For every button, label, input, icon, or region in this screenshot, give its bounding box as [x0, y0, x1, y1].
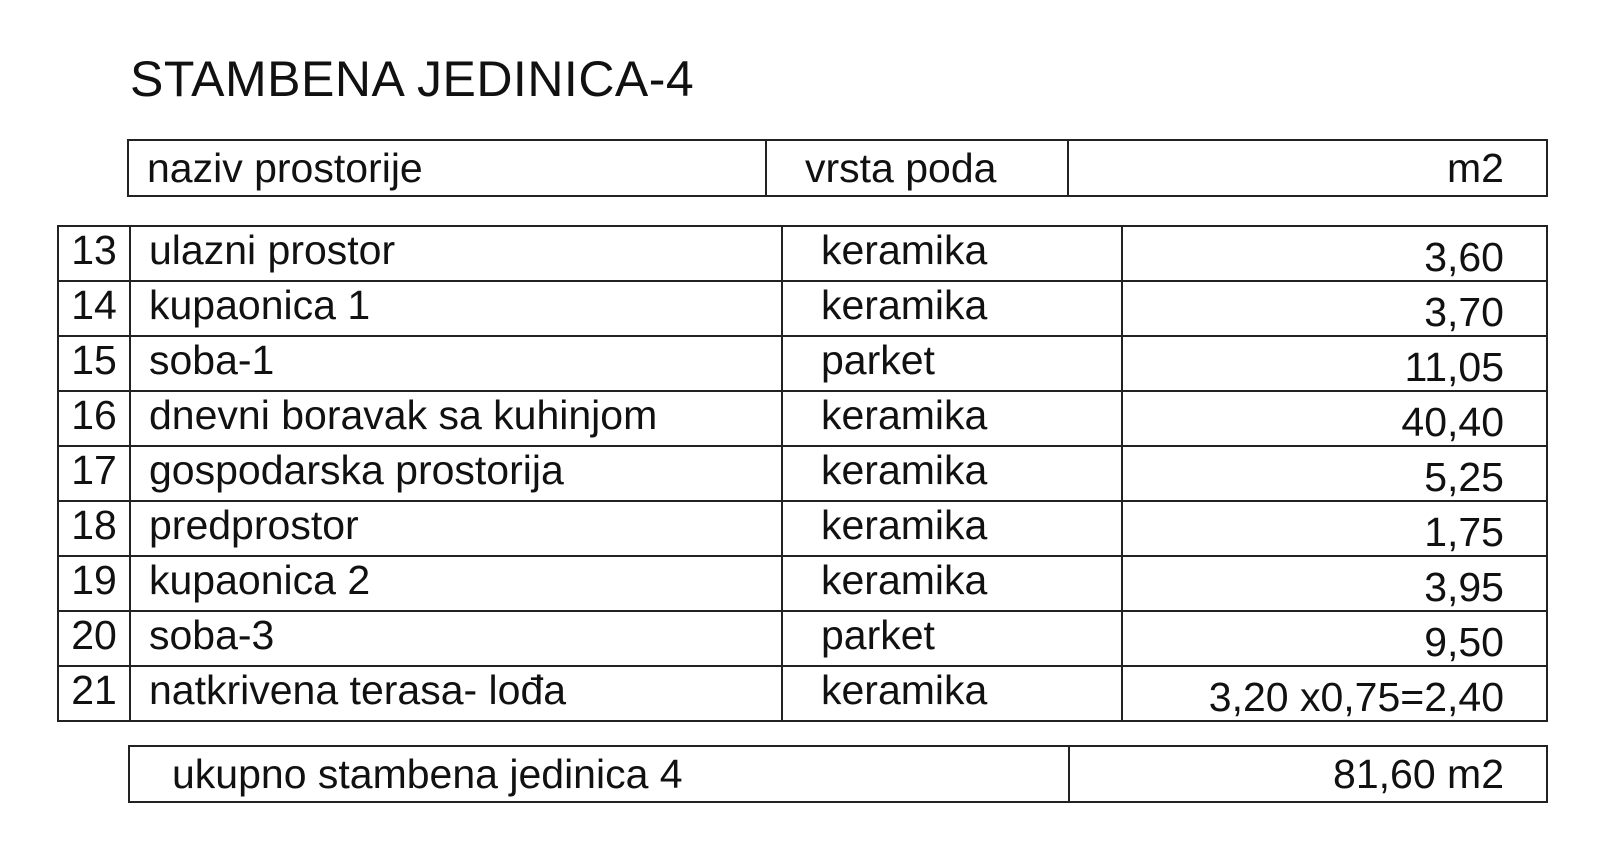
room-area-text: 3,95 — [1424, 564, 1504, 610]
room-area-text: 3,60 — [1424, 234, 1504, 280]
room-name — [130, 611, 782, 666]
room-area-text: 3,70 — [1424, 289, 1504, 335]
room-floor-type — [782, 666, 1122, 721]
room-floor-type-text: parket — [821, 337, 935, 383]
table-row — [58, 666, 1547, 721]
header-area — [1068, 140, 1547, 196]
room-number — [58, 281, 130, 336]
room-floor-type — [782, 336, 1122, 391]
room-number — [58, 501, 130, 556]
room-number-text: 19 — [71, 557, 117, 603]
room-name — [130, 556, 782, 611]
room-name-text: soba-3 — [149, 612, 275, 658]
room-number-text: 17 — [71, 447, 117, 493]
room-name — [130, 281, 782, 336]
total-value — [1069, 746, 1547, 802]
room-floor-type — [782, 281, 1122, 336]
room-area-text: 1,75 — [1424, 509, 1504, 555]
room-name-text: soba-1 — [149, 337, 275, 383]
header-row — [128, 140, 1547, 196]
room-floor-type — [782, 446, 1122, 501]
rooms-table-body — [58, 226, 1547, 721]
page-title: STAMBENA JEDINICA-4 — [130, 51, 695, 107]
room-number-text: 20 — [71, 612, 117, 658]
room-area-text: 3,20 x0,75=2,40 — [1208, 674, 1504, 720]
table-row — [58, 226, 1547, 281]
room-name-text: kupaonica 1 — [149, 282, 371, 328]
room-floor-type-text: keramika — [821, 667, 988, 713]
room-floor-type — [782, 391, 1122, 446]
room-name — [130, 226, 782, 281]
total-table — [128, 745, 1548, 803]
table-row — [58, 336, 1547, 391]
room-floor-type-text: parket — [821, 612, 935, 658]
room-number-text: 14 — [71, 282, 117, 328]
room-area-text: 40,40 — [1401, 399, 1504, 445]
header-table — [127, 139, 1548, 197]
room-area — [1122, 226, 1547, 281]
header-floor-type — [766, 140, 1068, 196]
room-floor-type — [782, 501, 1122, 556]
total-value-text: 81,60 m2 — [1333, 750, 1504, 797]
room-area-text: 11,05 — [1404, 344, 1504, 390]
table-row — [58, 446, 1547, 501]
header-room-name-text: naziv prostorije — [147, 144, 423, 191]
room-name-text: kupaonica 2 — [149, 557, 371, 603]
room-number — [58, 611, 130, 666]
room-number — [58, 226, 130, 281]
total-row — [129, 746, 1547, 802]
room-floor-type-text: keramika — [821, 392, 988, 438]
header-floor-type-text: vrsta poda — [805, 144, 997, 191]
total-label-text: ukupno stambena jedinica 4 — [172, 750, 683, 797]
room-name-text: natkrivena terasa- lođa — [149, 667, 567, 713]
room-name — [130, 446, 782, 501]
room-number — [58, 391, 130, 446]
header-room-name — [128, 140, 766, 196]
room-floor-type — [782, 611, 1122, 666]
rooms-table — [57, 225, 1548, 722]
room-number — [58, 336, 130, 391]
room-floor-type-text: keramika — [821, 502, 988, 548]
room-floor-type — [782, 226, 1122, 281]
room-name-text: dnevni boravak sa kuhinjom — [149, 392, 658, 438]
room-name — [130, 391, 782, 446]
table-row — [58, 611, 1547, 666]
room-area — [1122, 666, 1547, 721]
room-floor-type — [782, 556, 1122, 611]
room-area — [1122, 501, 1547, 556]
total-label — [129, 746, 1069, 802]
room-number-text: 18 — [71, 502, 117, 548]
room-area — [1122, 446, 1547, 501]
room-name-text: ulazni prostor — [149, 227, 396, 273]
room-number — [58, 556, 130, 611]
room-area — [1122, 611, 1547, 666]
room-name-text: gospodarska prostorija — [149, 447, 564, 493]
room-number — [58, 446, 130, 501]
header-area-text: m2 — [1447, 144, 1504, 191]
room-area — [1122, 336, 1547, 391]
room-floor-type-text: keramika — [821, 227, 988, 273]
room-number — [58, 666, 130, 721]
room-floor-type-text: keramika — [821, 557, 988, 603]
table-row — [58, 281, 1547, 336]
room-number-text: 13 — [71, 227, 117, 273]
room-area — [1122, 281, 1547, 336]
room-number-text: 16 — [71, 392, 117, 438]
table-row — [58, 501, 1547, 556]
room-name — [130, 336, 782, 391]
room-area-text: 9,50 — [1424, 619, 1504, 665]
room-name — [130, 501, 782, 556]
room-area-text: 5,25 — [1424, 454, 1504, 500]
room-name — [130, 666, 782, 721]
room-name-text: predprostor — [149, 502, 359, 548]
room-number-text: 21 — [71, 667, 117, 713]
room-floor-type-text: keramika — [821, 282, 988, 328]
room-area — [1122, 391, 1547, 446]
table-row — [58, 556, 1547, 611]
table-row — [58, 391, 1547, 446]
room-area — [1122, 556, 1547, 611]
room-floor-type-text: keramika — [821, 447, 988, 493]
room-number-text: 15 — [71, 337, 117, 383]
